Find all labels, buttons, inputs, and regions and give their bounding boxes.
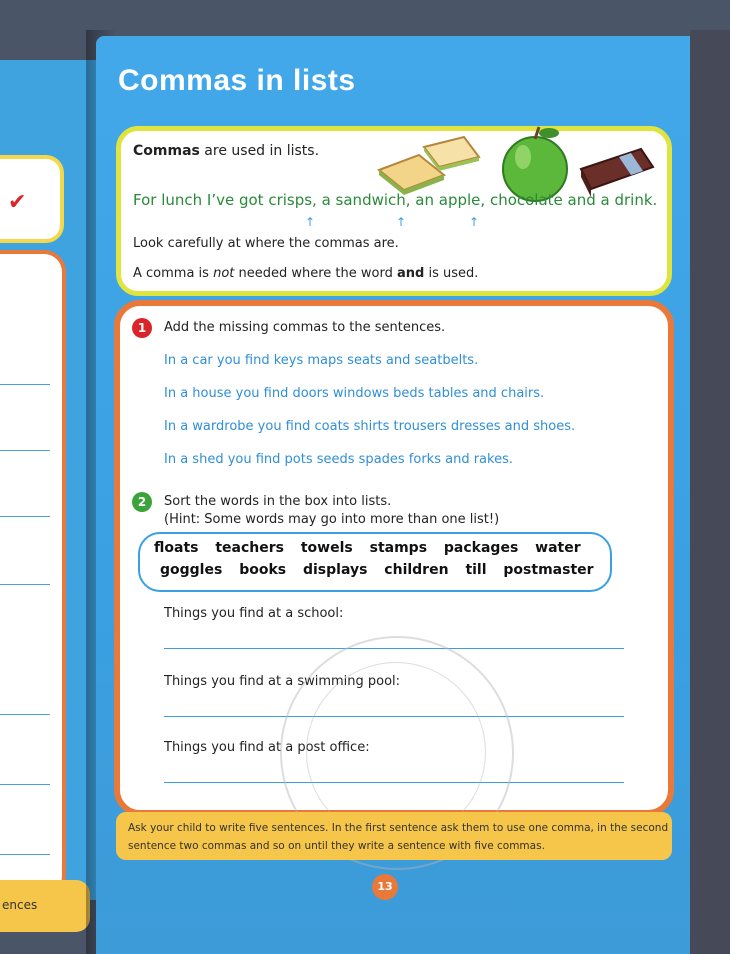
exercise-box <box>114 300 674 816</box>
info-keyword: Commas <box>133 143 200 159</box>
example-sentence: For lunch I’ve got crisps, a sandwich, an apple, chocolate and a drink. <box>133 191 658 209</box>
word-row-2 <box>160 562 606 578</box>
previous-page-rule <box>0 714 50 715</box>
word-item: stamps <box>369 540 428 556</box>
word-item: children <box>384 562 449 578</box>
info-line-4-not: not <box>213 266 235 281</box>
word-item: postmaster <box>503 562 594 578</box>
previous-page-rule <box>0 784 50 785</box>
previous-page-panel <box>0 250 66 898</box>
chocolate-bar-icon <box>581 149 653 197</box>
previous-page-footer <box>0 880 90 932</box>
checkmark-icon: ✔ <box>8 190 27 215</box>
prompt-post-office: Things you find at a post office: <box>164 740 370 755</box>
exercise-2-hint: (Hint: Some words may go into more than one list!) <box>164 512 500 527</box>
previous-page-rule <box>0 516 50 517</box>
apple-icon <box>503 127 567 201</box>
tip-line-2: sentence two commas and so on until they write a sentence with five commas. <box>128 840 545 852</box>
info-line-4 <box>133 266 478 281</box>
word-row-1 <box>154 540 593 556</box>
word-item: displays <box>302 562 368 578</box>
exercise-1-sentence: In a house you find doors windows beds tables and chairs. <box>164 386 545 401</box>
word-item: teachers <box>215 540 284 556</box>
previous-page-rule <box>0 450 50 451</box>
exercise-1-sentence: In a car you find keys maps seats and seatbelts. <box>164 353 479 368</box>
info-line-4-c: is used. <box>424 266 479 281</box>
word-item: goggles <box>160 562 223 578</box>
parent-tip-box <box>116 812 672 860</box>
word-item: towels <box>300 540 353 556</box>
previous-page-footer-text: ences <box>2 898 38 912</box>
page-edge-background <box>690 30 730 954</box>
info-line-1 <box>133 143 319 159</box>
arrow-up-icon: ↑ <box>305 215 316 229</box>
info-line-4-b: needed where the word <box>234 266 397 281</box>
prompt-school: Things you find at a school: <box>164 606 344 621</box>
previous-page-rule <box>0 584 50 585</box>
exercise-1-badge: 1 <box>132 318 152 338</box>
word-item: water <box>535 540 581 556</box>
previous-page <box>0 60 100 912</box>
page-number: 13 <box>372 874 398 900</box>
word-item: books <box>239 562 287 578</box>
arrow-up-icon: ↑ <box>469 215 480 229</box>
exercise-2-badge: 2 <box>132 492 152 512</box>
info-line-4-a: A comma is <box>133 266 214 281</box>
info-line-4-and: and <box>397 266 425 281</box>
arrow-up-icon: ↑ <box>396 215 407 229</box>
word-item: till <box>465 562 487 578</box>
info-line-3: Look carefully at where the commas are. <box>133 236 399 251</box>
workbook-page <box>96 36 690 954</box>
previous-page-rule <box>0 384 50 385</box>
sandwich-icon <box>379 137 479 195</box>
exercise-1-sentence: In a shed you find pots seeds spades forks and rakes. <box>164 452 513 467</box>
tip-line-1: Ask your child to write five sentences. In the first sentence ask them to use one comma, in the second <box>128 822 669 834</box>
exercise-1-sentence: In a wardrobe you find coats shirts trousers dresses and shoes. <box>164 419 576 434</box>
info-box <box>116 126 672 296</box>
page-title: Commas in lists <box>118 64 356 97</box>
previous-page-rule <box>0 854 50 855</box>
exercise-2-instruction: Sort the words in the box into lists. <box>164 494 392 509</box>
prompt-swimming-pool: Things you find at a swimming pool: <box>164 674 401 689</box>
word-box <box>138 532 612 592</box>
exercise-1-instruction: Add the missing commas to the sentences. <box>164 320 446 335</box>
info-line-1-rest: are used in lists. <box>199 143 320 159</box>
word-item: floats <box>154 540 199 556</box>
word-item: packages <box>443 540 519 556</box>
